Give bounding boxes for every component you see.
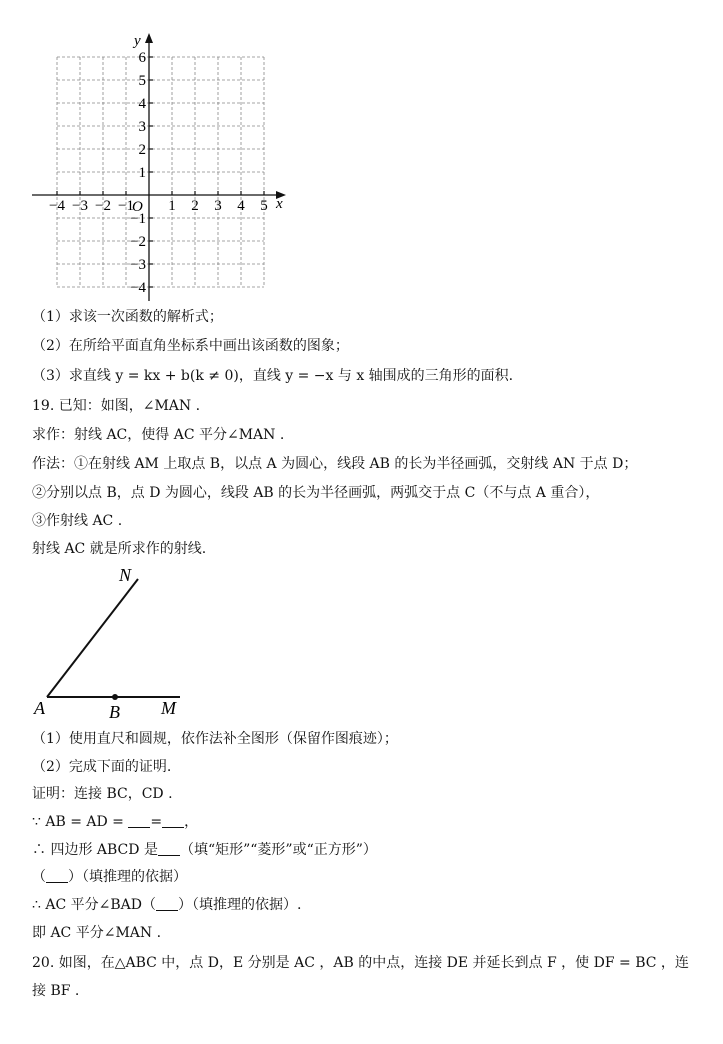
y-tick-label: 4 [138, 96, 146, 112]
since-end: ， [184, 814, 199, 830]
q19-sub1: （1）使用直尺和圆规，依作法补全图形（保留作图痕迹）； [32, 731, 398, 747]
therefore1-prefix: ∴ 四边形 ABCD 是 [32, 842, 158, 858]
reason1-open: （ [32, 869, 46, 885]
q19-result: 射线 AC 就是所求作的射线. [32, 541, 207, 557]
q19-therefore2-line [32, 895, 301, 915]
q20-line2: 接 BF . [32, 983, 80, 999]
reason1-close: ）（填推理的依据） [68, 869, 187, 885]
therefore2-suffix: ）（填推理的依据）. [177, 897, 302, 913]
label-n: N [119, 565, 132, 585]
y-tick-label: 3 [138, 119, 146, 135]
x-tick-label: −3 [72, 198, 88, 214]
q19-given: 19. 已知：如图，∠MAN . [32, 398, 201, 414]
answer-blank-5[interactable] [156, 896, 178, 911]
q19-method-step3: ③作射线 AC . [32, 513, 123, 529]
x-tick-label: −1 [118, 198, 134, 214]
answer-blank-4[interactable] [46, 868, 68, 883]
q20-line1: 20. 如图，在△ABC 中，点 D，E 分别是 AC ，AB 的中点，连接 DE 并延长到点 F ，使 DF = BC ，连 [32, 955, 689, 971]
ray-an [47, 579, 138, 697]
x-tick-labels [49, 198, 268, 214]
x-tick-label: 1 [168, 198, 176, 214]
x-axis-label: x [276, 196, 283, 212]
label-m: M [161, 698, 176, 718]
q19-method-step1: 作法：①在射线 AM 上取点 B，以点 A 为圆心，线段 AB 的长为半径画弧，交射线 AN 于点 D； [32, 456, 638, 472]
x-tick-label: −4 [49, 198, 65, 214]
q18-part2: （2）在所给平面直角坐标系中画出该函数的图象； [32, 338, 349, 354]
grid-lines [57, 57, 264, 287]
q19-method-step2: ②分别以点 B，点 D 为圆心，线段 AB 的长为半径画弧，两弧交于点 C（不与点 A 重合）， [32, 485, 600, 501]
since-mid: = [150, 814, 163, 830]
y-tick-label: 2 [138, 142, 146, 158]
y-tick-label: 6 [138, 50, 146, 66]
answer-blank-1[interactable] [128, 813, 150, 828]
label-b: B [109, 702, 120, 722]
answer-blank-3[interactable] [158, 841, 180, 856]
q19-reason1-line [32, 867, 187, 887]
x-tick-label: 2 [191, 198, 199, 214]
x-tick-label: −2 [95, 198, 111, 214]
q19-therefore1-line [32, 840, 377, 860]
y-axis-arrow [145, 33, 153, 43]
y-tick-label: 1 [138, 165, 146, 181]
q19-ask: 求作：射线 AC，使得 AC 平分∠MAN . [32, 427, 285, 443]
y-tick-label: −3 [130, 257, 146, 273]
q19-proof-intro: 证明：连接 BC，CD . [32, 786, 173, 802]
therefore1-suffix: （填“矩形”“菱形”或“正方形”） [179, 842, 377, 858]
y-tick-label: −4 [130, 280, 146, 296]
y-tick-label: −1 [130, 211, 146, 227]
origin-label: O [132, 199, 143, 215]
q18-part3: （3）求直线 y = kx + b(k ≠ 0)，直线 y = −x 与 x 轴围成的三角形的面积. [32, 368, 514, 384]
q19-conclusion: 即 AC 平分∠MAN . [32, 925, 162, 941]
y-axis-label: y [134, 33, 141, 49]
point-b [112, 694, 118, 700]
x-tick-label: 4 [237, 198, 245, 214]
label-a: A [34, 698, 45, 718]
x-tick-label: 5 [260, 198, 268, 214]
x-tick-label: 3 [214, 198, 222, 214]
y-tick-label: 5 [138, 73, 146, 89]
q19-since-line [32, 812, 198, 832]
therefore2-prefix: ∴ AC 平分∠BAD（ [32, 897, 156, 913]
y-tick-label: −2 [130, 234, 146, 250]
q19-sub2: （2）完成下面的证明. [32, 759, 172, 775]
y-tick-labels [130, 50, 146, 296]
coordinate-grid [20, 25, 310, 330]
answer-blank-2[interactable] [162, 813, 184, 828]
since-prefix: ∵ AB = AD = [32, 814, 129, 830]
angle-man-figure [25, 562, 225, 722]
q18-part1: （1）求该一次函数的解析式； [32, 309, 223, 325]
